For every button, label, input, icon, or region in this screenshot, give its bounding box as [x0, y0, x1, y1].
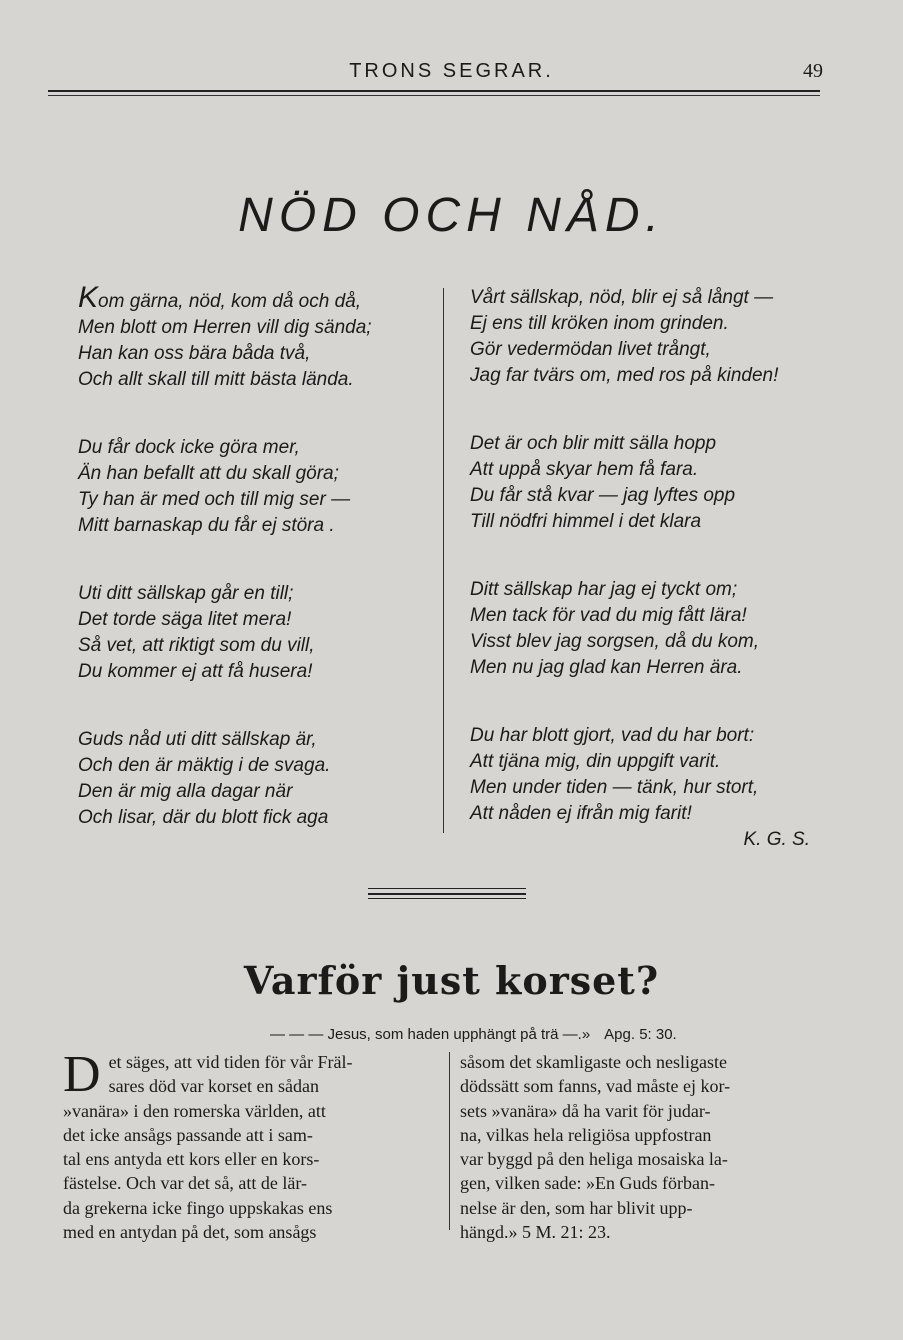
poem-stanza [470, 723, 840, 853]
poem-line: Att tjäna mig, din uppgift varit. [470, 751, 721, 772]
ornamental-rule [368, 888, 526, 889]
poem-line: Jag far tvärs om, med ros på kinden! [470, 365, 779, 386]
poem-stanza [470, 285, 840, 389]
header-rule-thick [48, 90, 820, 92]
article-line: var byggd på den heliga mosaiska la- [460, 1149, 728, 1170]
poem-stanza [78, 727, 433, 831]
article-line: fästelse. Och var det så, att de lär- [63, 1173, 308, 1194]
poem-line: Du får dock icke göra mer, [78, 437, 300, 458]
article-line: nelse är den, som har blivit upp- [460, 1197, 693, 1218]
epigraph-reference: Apg. 5: 30. [604, 1026, 677, 1043]
article-line: da grekerna icke fingo uppskakas ens [63, 1197, 333, 1218]
article-line: hängd.» 5 M. 21: 23. [460, 1222, 611, 1243]
poem-line: Att nåden ej ifrån mig farit! [470, 803, 692, 824]
poem-line: Och den är mäktig i de svaga. [78, 755, 331, 776]
poem-line: Du har blott gjort, vad du har bort: [470, 725, 755, 746]
article-line: sets »vanära» då ha varit för judar- [460, 1100, 711, 1121]
poem-line: Och lisar, där du blott fick aga [78, 807, 329, 828]
poem-line: Den är mig alla dagar när [78, 781, 293, 802]
poem-line: Gör vedermödan livet trångt, [470, 339, 711, 360]
poem-dropcap: K [78, 281, 99, 314]
poem-line: Mitt barnaskap du får ej störa . [78, 515, 335, 536]
poem-line: Men tack för vad du mig fått lära! [470, 605, 747, 626]
poem-line: Det torde säga litet mera! [78, 609, 292, 630]
poem-stanza [470, 577, 840, 681]
poem-left-column [78, 281, 433, 873]
ornamental-rule [368, 893, 526, 895]
poem-stanza [78, 581, 433, 685]
article-line: dödssätt som fanns, vad måste ej kor- [460, 1076, 731, 1097]
poem-signature: K. G. S. [743, 829, 810, 850]
poem-line: Ty han är med och till mig ser — [78, 489, 351, 510]
poem-line: Guds nåd uti ditt sällskap är, [78, 729, 317, 750]
header-rule-thin [48, 95, 820, 96]
poem-line: Ej ens till kröken inom grinden. [470, 313, 729, 334]
poem-stanza [470, 431, 840, 535]
poem-line: Ditt sällskap har jag ej tyckt om; [470, 579, 738, 600]
page-number: 49 [803, 60, 823, 82]
article-line: »vanära» i den romerska världen, att [63, 1100, 326, 1121]
article-line: med en antydan på det, som ansågs [63, 1222, 317, 1243]
poem-title: NÖD OCH NÅD. [238, 189, 665, 242]
poem-column-divider [443, 288, 444, 833]
poem-line: Kom gärna, nöd, kom då och då, [78, 281, 362, 314]
poem-line: Men nu jag glad kan Herren ära. [470, 657, 743, 678]
poem-stanza [78, 435, 433, 539]
poem-line: Du kommer ej att få husera! [78, 661, 313, 682]
poem-stanza [78, 281, 433, 393]
article-line: na, vilkas hela religiösa uppfostran [460, 1124, 712, 1145]
poem-line: Än han befallt att du skall göra; [78, 463, 339, 484]
poem-line: Visst blev jag sorgsen, då du kom, [470, 631, 760, 652]
poem-right-column [470, 285, 840, 853]
article-line: sares död var korset en sådan [108, 1076, 319, 1097]
poem-line: Det är och blir mitt sälla hopp [470, 433, 717, 454]
article-epigraph [270, 1026, 677, 1043]
article-line: såsom det skamligaste och nesligaste [460, 1052, 727, 1072]
article-line: et säges, att vid tiden för vår Fräl- [108, 1052, 353, 1072]
poem-line: Uti ditt sällskap går en till; [78, 583, 294, 604]
poem-line: Men blott om Herren vill dig sända; [78, 317, 372, 338]
poem-line: Men under tiden — tänk, hur stort, [470, 777, 759, 798]
article-title: Varför just korset? [243, 958, 660, 1003]
poem-line: Vårt sällskap, nöd, blir ej så långt — [470, 287, 774, 308]
poem-line: Han kan oss bära båda två, [78, 343, 311, 364]
poem-line: Till nödfri himmel i det klara [470, 511, 702, 532]
ornamental-rule [368, 898, 526, 899]
article-line: tal ens antyda ett kors eller en kors- [63, 1149, 320, 1170]
epigraph-text: — — — Jesus, som haden upphängt på trä —.» [270, 1026, 591, 1043]
poem-line: Och allt skall till mitt bästa lända. [78, 369, 354, 390]
article-dropcap: D [63, 1046, 101, 1103]
running-header-title: TRONS SEGRAR. [349, 60, 554, 82]
article-column-divider [449, 1052, 450, 1230]
article-line: det icke ansågs passande att i sam- [63, 1124, 313, 1145]
article-line: gen, vilken sade: »En Guds förban- [460, 1173, 715, 1194]
article-left-column [63, 1046, 437, 1244]
poem-line: Att uppå skyar hem få fara. [470, 459, 699, 480]
article-right-column [460, 1050, 838, 1244]
poem-line: Så vet, att riktigt som du vill, [78, 635, 315, 656]
poem-line: Du får stå kvar — jag lyftes opp [470, 485, 736, 506]
